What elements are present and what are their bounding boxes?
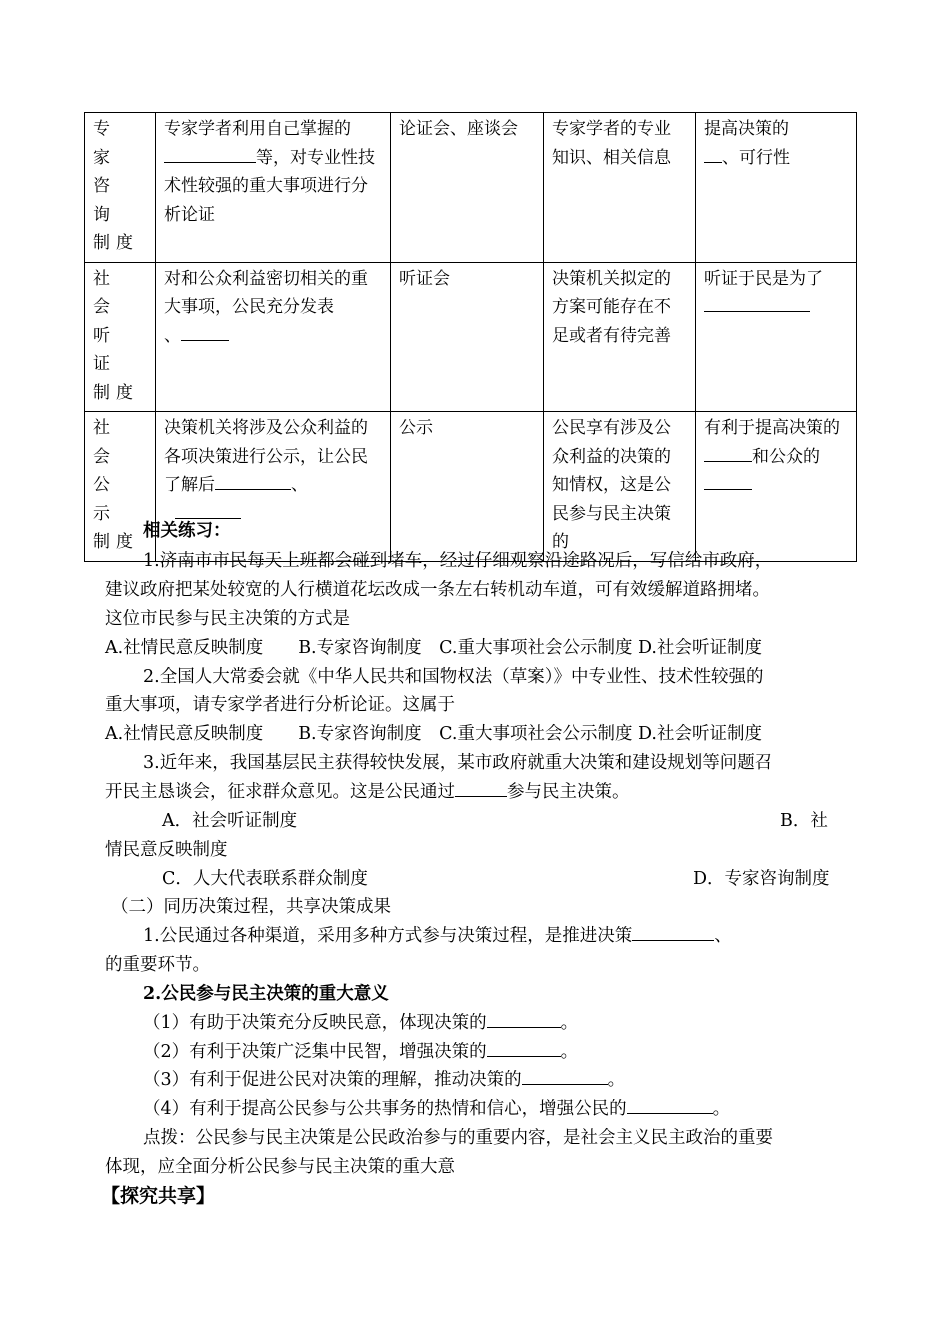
fill-blank xyxy=(164,144,256,163)
explore-share-heading: 【探究共享】 xyxy=(101,1185,216,1207)
form-cell: 论证会、座谈会 xyxy=(391,113,544,263)
paragraph-line xyxy=(143,922,732,950)
list-item xyxy=(143,1095,730,1123)
tip-line: 点拨：公民参与民主决策是公民政治参与的重要内容，是社会主义民主政治的重要 xyxy=(143,1128,773,1148)
description-cell xyxy=(156,113,391,263)
fill-blank xyxy=(632,922,714,941)
option-d: D．专家咨询制度 xyxy=(693,869,830,889)
purpose-cell xyxy=(696,412,857,562)
question-2-options: A.社情民意反映制度 B.专家咨询制度 C.重大事项社会公示制度 D.社会听证制度 xyxy=(105,724,762,744)
basis-cell: 专家学者的专业知识、相关信息 xyxy=(544,113,696,263)
system-name-line: 专 家 xyxy=(93,119,139,168)
question-3-text: 参与民主决策。 xyxy=(507,782,630,802)
separator: 、 xyxy=(164,325,181,346)
fill-blank xyxy=(181,322,229,341)
list-item-text: 。 xyxy=(560,1042,579,1062)
system-name-line: 公 示 xyxy=(93,475,139,524)
list-item-text: 。 xyxy=(712,1099,731,1119)
purpose-text: 有利于提高决策的 xyxy=(704,418,840,438)
question-3-line xyxy=(105,778,630,806)
question-1-line: 这位市民参与民主决策的方式是 xyxy=(105,609,350,629)
form-cell: 公示 xyxy=(391,412,544,562)
description-text: 专家学者利用自己掌握的 xyxy=(164,119,351,139)
fill-blank xyxy=(704,144,722,163)
significance-heading: 2.公民参与民主决策的重大意义 xyxy=(143,984,389,1004)
basis-cell: 决策机关拟定的方案可能存在不足或者有待完善 xyxy=(544,262,696,412)
list-item-text: （3）有利于促进公民对决策的理解，推动决策的 xyxy=(143,1070,522,1090)
list-item xyxy=(143,1009,578,1037)
description-text: 等，对专业性技术性较强的重大事项进行分析论证 xyxy=(164,147,375,225)
fill-blank xyxy=(455,778,507,797)
fill-blank xyxy=(627,1095,713,1114)
description-cell xyxy=(156,262,391,412)
question-3-text: 开民主恳谈会，征求群众意见。这是公民通过 xyxy=(105,782,455,802)
question-1-line: 1.济南市市民每天上班都会碰到堵车，经过仔细观察沿途路况后，写信给市政府， xyxy=(143,551,773,571)
option-b-continued: 情民意反映制度 xyxy=(105,840,228,860)
question-2-line: 重大事项，请专家学者进行分析论证。这属于 xyxy=(105,695,455,715)
fill-blank xyxy=(704,471,752,490)
table-row xyxy=(85,262,857,412)
purpose-text: 提高决策的 xyxy=(704,119,789,139)
list-item xyxy=(143,1038,578,1066)
separator: 、 xyxy=(291,475,308,495)
paragraph-text: 、 xyxy=(714,926,732,946)
decision-systems-table xyxy=(84,112,857,562)
paragraph-text: 1.公民通过各种渠道，采用多种方式参与决策过程，是推进决策 xyxy=(143,926,633,946)
system-name-line: 社 会 xyxy=(93,268,139,317)
system-name-cell xyxy=(85,113,156,263)
list-item-text: （4）有利于提高公民参与公共事务的热情和信心，增强公民的 xyxy=(143,1099,627,1119)
question-3-line: 3.近年来，我国基层民主获得较快发展，某市政府就重大决策和建设规划等问题召 xyxy=(143,753,773,773)
question-1-line: 建议政府把某处较宽的人行横道花坛改成一条左右转机动车道，可有效缓解道路拥堵。 xyxy=(105,580,770,600)
form-cell: 听证会 xyxy=(391,262,544,412)
paragraph-line: 的重要环节。 xyxy=(105,955,210,975)
list-item-text: （2）有利于决策广泛集中民智，增强决策的 xyxy=(143,1042,487,1062)
description-text: 对和公众利益密切相关的重大事项，公民充分发表 xyxy=(164,268,368,317)
option-c: C．人大代表联系群众制度 xyxy=(162,869,368,889)
purpose-cell xyxy=(696,113,857,263)
table-row xyxy=(85,113,857,263)
system-name-line: 制度 xyxy=(93,233,139,253)
purpose-text: 听证于民是为了 xyxy=(704,268,823,289)
question-2-line: 2.全国人大常委会就《中华人民共和国物权法（草案）》中专业性、技术性较强的 xyxy=(143,667,764,687)
fill-blank xyxy=(704,293,810,312)
fill-blank xyxy=(175,500,241,519)
purpose-text: 和公众的 xyxy=(752,446,820,467)
list-item-text: 。 xyxy=(607,1070,626,1090)
tip-line: 体现，应全面分析公民参与民主决策的重大意 xyxy=(105,1157,455,1177)
fill-blank xyxy=(487,1009,561,1028)
list-item-text: （1）有助于决策充分反映民意，体现决策的 xyxy=(143,1013,487,1033)
practice-heading: 相关练习： xyxy=(143,521,231,541)
system-name-line: 听 证 xyxy=(93,325,139,374)
purpose-cell xyxy=(696,262,857,412)
option-a: A．社会听证制度 xyxy=(162,811,298,831)
description-text: 决策机关将涉及公众利益的各项决策进行公示，让公民了解后 xyxy=(164,418,368,495)
system-name-line: 社 会 xyxy=(93,418,139,467)
system-name-line: 制度 xyxy=(93,382,139,403)
list-item xyxy=(143,1066,625,1094)
fill-blank xyxy=(487,1038,561,1057)
option-b: B．社 xyxy=(780,811,828,831)
list-item-text: 。 xyxy=(560,1013,579,1033)
fill-blank xyxy=(215,471,291,490)
system-name-cell xyxy=(85,262,156,412)
section-heading: （二）同历决策过程，共享决策成果 xyxy=(111,897,391,917)
system-name-line: 制度 xyxy=(93,532,139,552)
purpose-text: 、可行性 xyxy=(722,147,790,168)
basis-cell: 公民享有涉及公众利益的决策的知情权，这是公民参与民主决策的 xyxy=(544,412,696,562)
question-1-options: A.社情民意反映制度 B.专家咨询制度 C.重大事项社会公示制度 D.社会听证制度 xyxy=(105,638,762,658)
fill-blank xyxy=(522,1066,608,1085)
fill-blank xyxy=(704,443,752,462)
system-name-line: 咨 询 xyxy=(93,176,139,225)
